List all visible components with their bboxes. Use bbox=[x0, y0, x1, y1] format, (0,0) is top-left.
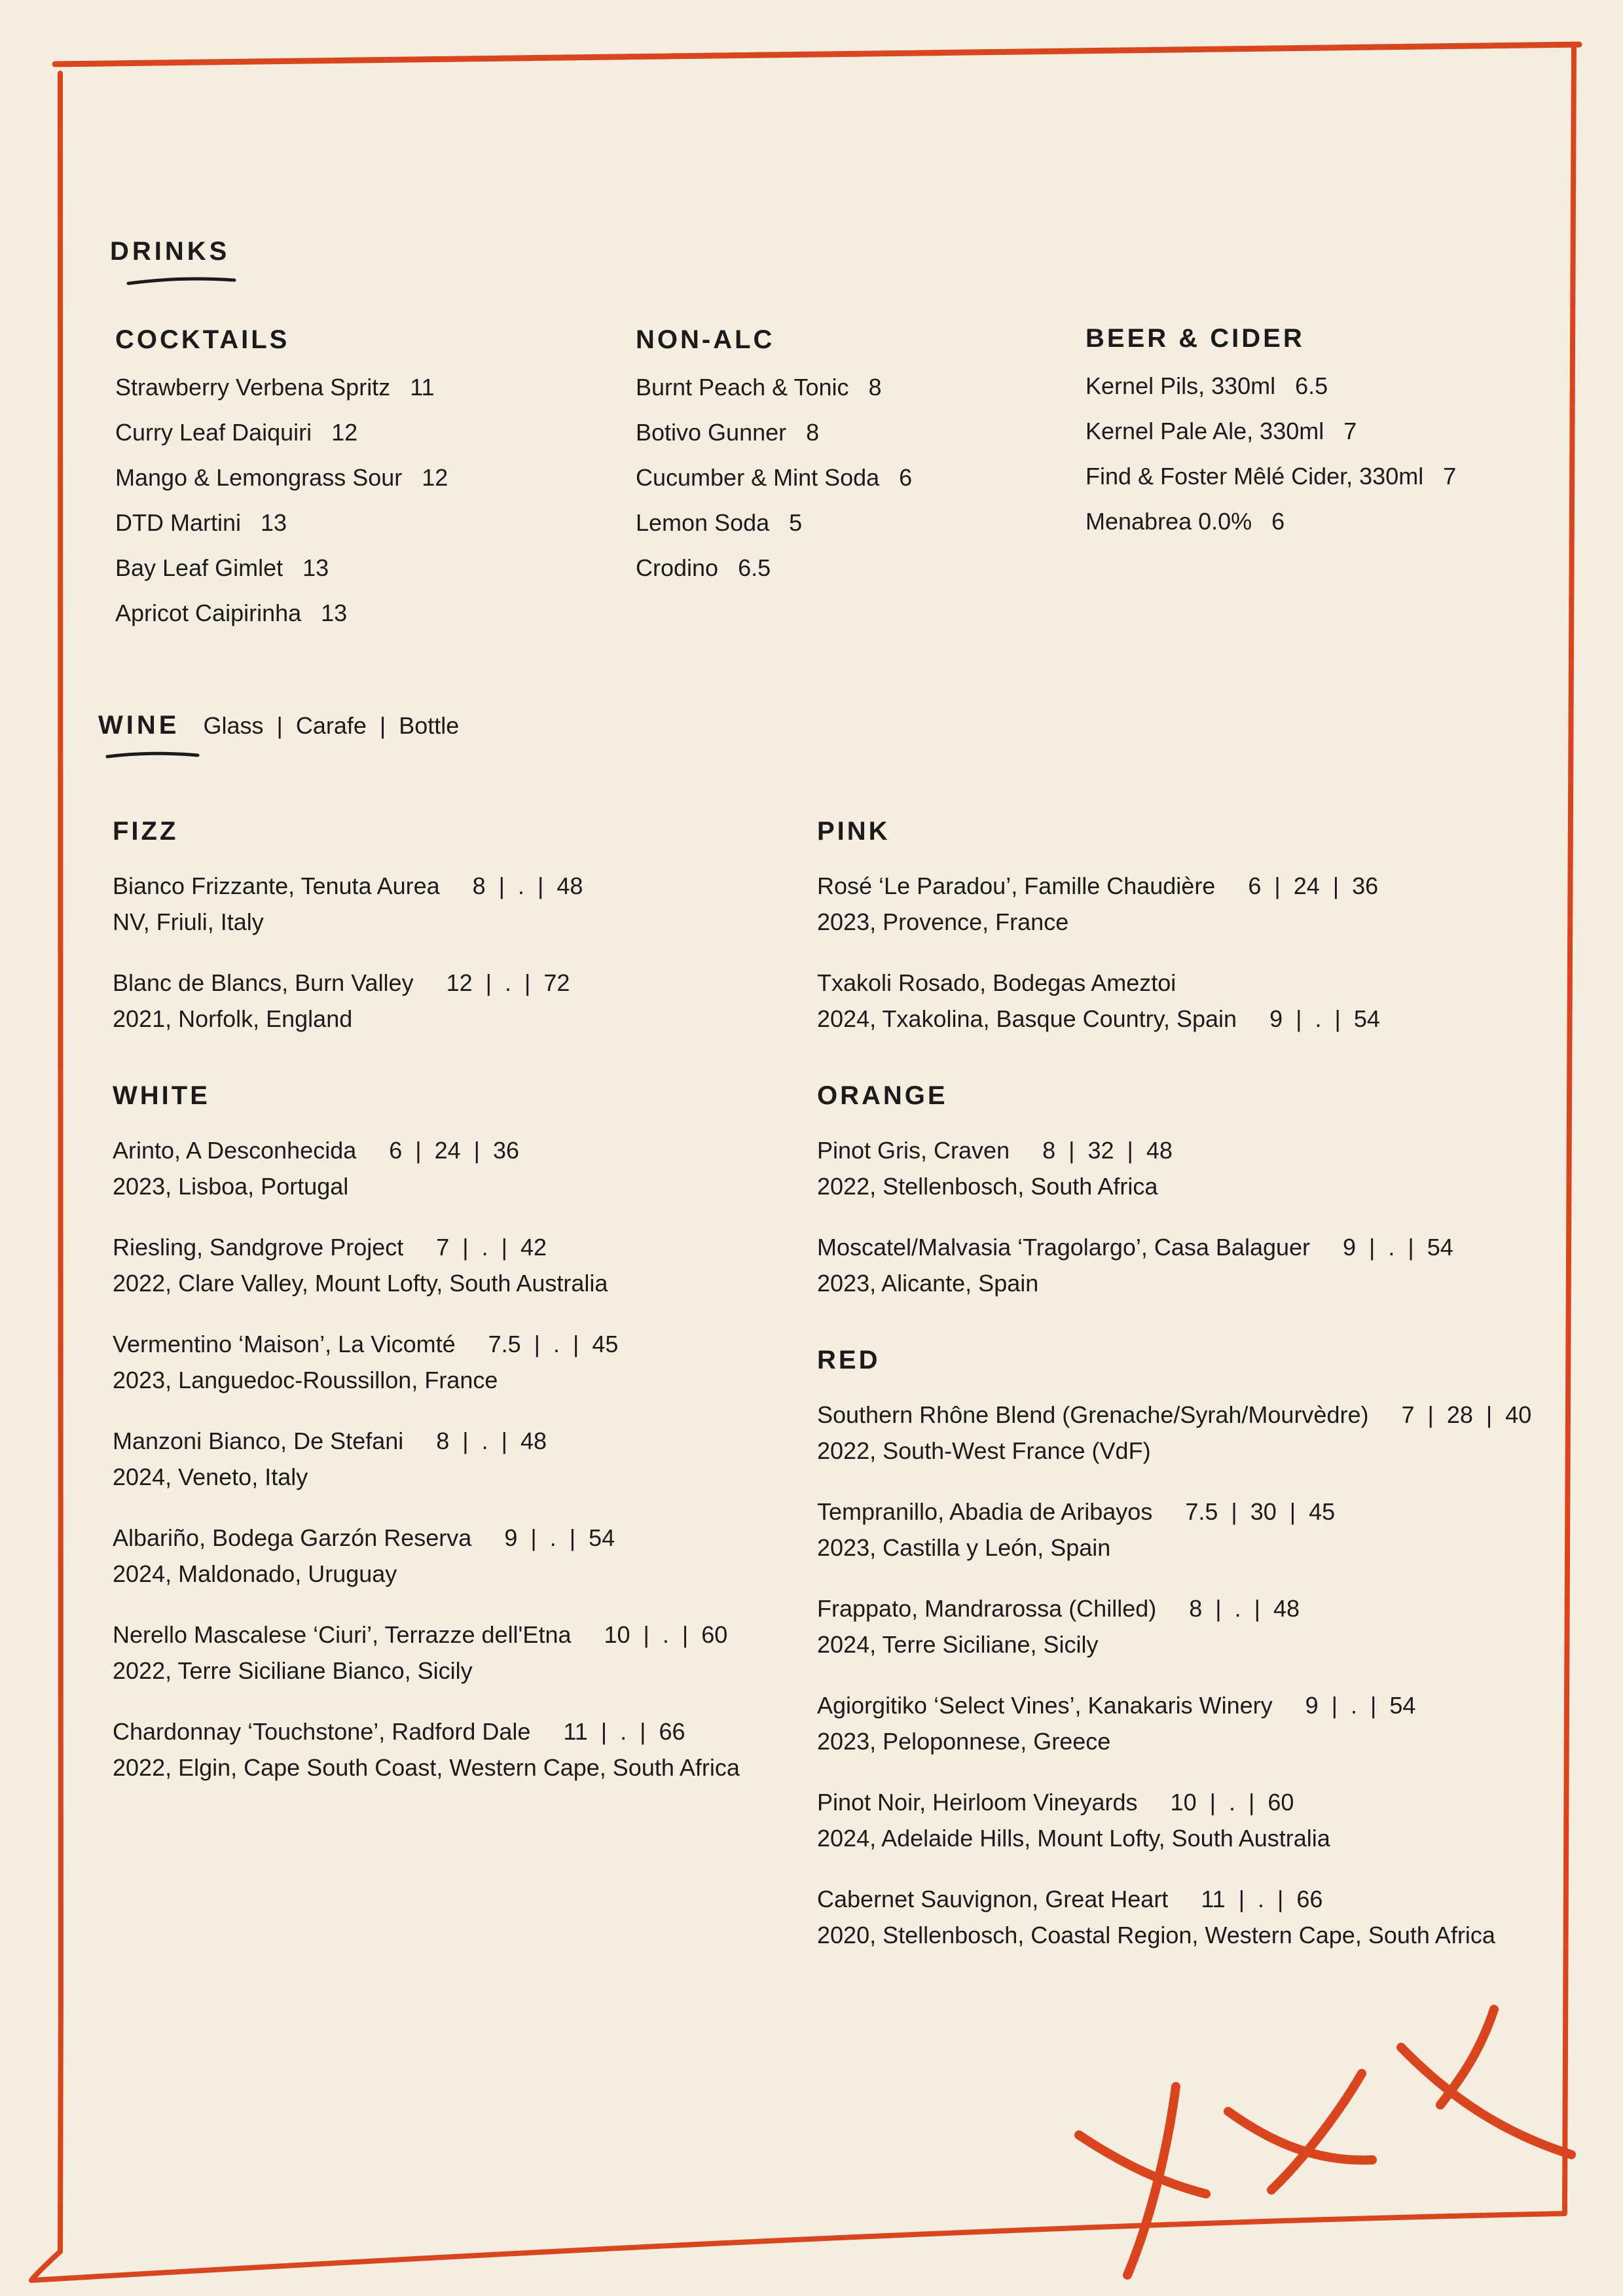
wine-item bbox=[817, 965, 1557, 1037]
drink-price: 13 bbox=[302, 554, 329, 581]
non-alc-column bbox=[636, 327, 912, 581]
drink-name: Curry Leaf Daiquiri bbox=[115, 419, 312, 446]
orange-section bbox=[817, 1083, 1557, 1301]
drink-name: Lemon Soda bbox=[636, 509, 770, 536]
wine-name-price: Riesling, Sandgrove Project 7 | . | 42 bbox=[113, 1234, 547, 1261]
drink-name: Strawberry Verbena Spritz bbox=[115, 374, 391, 401]
wine-origin: 2022, Clare Valley, Mount Lofty, South Australia bbox=[113, 1270, 608, 1297]
drink-name: DTD Martini bbox=[115, 509, 242, 536]
kiss-x-2a bbox=[1228, 2111, 1372, 2160]
cocktails-heading: COCKTAILS bbox=[115, 325, 290, 354]
pink-heading: PINK bbox=[817, 817, 890, 846]
wine-item bbox=[817, 1229, 1557, 1301]
wine-name-price: Frappato, Mandrarossa (Chilled) 8 | . | 48 bbox=[817, 1595, 1300, 1622]
wine-name-price: Tempranillo, Abadia de Aribayos 7.5 | 30 | 45 bbox=[817, 1498, 1336, 1525]
wine-name-price: Manzoni Bianco, De Stefani 8 | . | 48 bbox=[113, 1427, 547, 1454]
wine-item bbox=[817, 1590, 1557, 1662]
wine-item bbox=[113, 1423, 820, 1495]
wine-origin: 2023, Peloponnese, Greece bbox=[817, 1728, 1111, 1755]
wine-name-price: Moscatel/Malvasia ‘Tragolargo’, Casa Balaguer 9 | . | 54 bbox=[817, 1234, 1453, 1261]
wine-header bbox=[98, 711, 459, 740]
drink-price: 12 bbox=[422, 464, 448, 491]
drink-item bbox=[115, 420, 448, 445]
wine-item bbox=[817, 1784, 1557, 1856]
wine-serving-sizes: Glass | Carafe | Bottle bbox=[203, 712, 460, 739]
fizz-section bbox=[113, 818, 820, 1037]
wine-item bbox=[817, 1494, 1557, 1566]
drink-name: Menabrea 0.0% bbox=[1085, 508, 1252, 535]
drink-price: 5 bbox=[789, 509, 803, 536]
section-gap bbox=[113, 1037, 820, 1083]
drink-name: Crodino bbox=[636, 554, 719, 581]
wine-name-price: Pinot Noir, Heirloom Vineyards 10 | . | 60 bbox=[817, 1789, 1294, 1816]
border-left bbox=[60, 73, 62, 2251]
drink-item bbox=[636, 465, 912, 490]
drink-item bbox=[1085, 419, 1456, 444]
kiss-x-1a bbox=[1079, 2135, 1206, 2194]
beer-cider-column bbox=[1085, 325, 1456, 534]
wine-name-price: Pinot Gris, Craven 8 | 32 | 48 bbox=[817, 1137, 1173, 1164]
wine-underline bbox=[107, 753, 198, 757]
drink-item bbox=[636, 511, 912, 535]
wine-origin: 2023, Lisboa, Portugal bbox=[113, 1173, 349, 1200]
drink-price: 11 bbox=[410, 374, 435, 401]
wine-origin: 2022, South-West France (VdF) bbox=[817, 1437, 1151, 1464]
wine-item bbox=[113, 1520, 820, 1592]
drink-item bbox=[115, 465, 448, 490]
drink-price: 7 bbox=[1443, 463, 1457, 490]
wine-title: WINE bbox=[98, 711, 180, 740]
red-section bbox=[817, 1347, 1557, 1953]
wine-origin: 2021, Norfolk, England bbox=[113, 1005, 353, 1032]
drink-item bbox=[636, 556, 912, 581]
wine-item bbox=[817, 1397, 1557, 1469]
border-bottom bbox=[31, 2214, 1565, 2280]
wine-origin: 2023, Languedoc-Roussillon, France bbox=[113, 1367, 498, 1393]
wine-item bbox=[817, 1687, 1557, 1759]
non-alc-heading: NON-ALC bbox=[636, 325, 775, 354]
wine-item bbox=[113, 1326, 820, 1398]
drink-name: Botivo Gunner bbox=[636, 419, 787, 446]
drink-name: Burnt Peach & Tonic bbox=[636, 374, 849, 401]
wine-item bbox=[113, 1132, 820, 1204]
fizz-heading: FIZZ bbox=[113, 817, 179, 846]
drink-price: 6 bbox=[899, 464, 913, 491]
wine-name-price: Rosé ‘Le Paradou’, Famille Chaudière 6 | 24 | 36 bbox=[817, 872, 1379, 899]
drink-item bbox=[636, 420, 912, 445]
section-gap bbox=[817, 1037, 1557, 1083]
kiss-x-3b bbox=[1440, 2009, 1494, 2105]
drink-price: 12 bbox=[331, 419, 358, 446]
drink-price: 6.5 bbox=[738, 554, 771, 581]
wine-item bbox=[113, 965, 820, 1037]
drink-price: 8 bbox=[868, 374, 882, 401]
kiss-x-3a bbox=[1401, 2047, 1571, 2155]
drinks-title: DRINKS bbox=[110, 237, 230, 266]
drink-item bbox=[1085, 509, 1456, 534]
red-heading: RED bbox=[817, 1346, 881, 1374]
pink-section bbox=[817, 818, 1557, 1037]
wine-origin: 2024, Maldonado, Uruguay bbox=[113, 1560, 397, 1587]
drink-item bbox=[1085, 374, 1456, 399]
drink-name: Find & Foster Mêlé Cider, 330ml bbox=[1085, 463, 1424, 490]
drink-price: 6.5 bbox=[1295, 372, 1328, 399]
wine-origin: 2024, Terre Siciliane, Sicily bbox=[817, 1631, 1099, 1658]
cocktails-column bbox=[115, 327, 448, 626]
drink-price: 7 bbox=[1343, 418, 1357, 444]
wine-name-price: Arinto, A Desconhecida 6 | 24 | 36 bbox=[113, 1137, 520, 1164]
wine-right-column bbox=[817, 818, 1557, 1953]
wine-origin: 2022, Elgin, Cape South Coast, Western Cape, South Africa bbox=[113, 1754, 740, 1781]
wine-item bbox=[113, 1229, 820, 1301]
drink-price: 13 bbox=[321, 600, 348, 626]
wine-name-price: Albariño, Bodega Garzón Reserva 9 | . | 54 bbox=[113, 1524, 615, 1551]
drink-item bbox=[115, 601, 448, 626]
drink-name: Bay Leaf Gimlet bbox=[115, 554, 283, 581]
wine-origin: NV, Friuli, Italy bbox=[113, 908, 264, 935]
drink-item bbox=[636, 375, 912, 400]
drink-name: Cucumber & Mint Soda bbox=[636, 464, 880, 491]
drink-item bbox=[1085, 464, 1456, 489]
wine-name-price: Vermentino ‘Maison’, La Vicomté 7.5 | . | 45 bbox=[113, 1331, 619, 1357]
wine-name-price: Blanc de Blancs, Burn Valley 12 | . | 72 bbox=[113, 969, 570, 996]
wine-name-price: Cabernet Sauvignon, Great Heart 11 | . | 66 bbox=[817, 1886, 1323, 1912]
wine-origin: 2024, Veneto, Italy bbox=[113, 1463, 308, 1490]
wine-name-price: Agiorgitiko ‘Select Vines’, Kanakaris Winery 9 | . | 54 bbox=[817, 1692, 1416, 1719]
drink-price: 6 bbox=[1271, 508, 1285, 535]
white-heading: WHITE bbox=[113, 1081, 210, 1110]
wine-origin: 2023, Provence, France bbox=[817, 908, 1069, 935]
wine-item bbox=[817, 868, 1557, 940]
wine-origin: 2022, Terre Siciliane Bianco, Sicily bbox=[113, 1657, 473, 1684]
section-gap bbox=[817, 1301, 1557, 1347]
border-top bbox=[55, 45, 1579, 64]
wine-item bbox=[113, 868, 820, 940]
wine-origin: 2023, Alicante, Spain bbox=[817, 1270, 1039, 1297]
wine-origin-price: 2024, Txakolina, Basque Country, Spain 9 | . | 54 bbox=[817, 1005, 1380, 1032]
white-section bbox=[113, 1083, 820, 1785]
wine-origin: 2020, Stellenbosch, Coastal Region, Western Cape, South Africa bbox=[817, 1922, 1495, 1948]
drink-item bbox=[115, 375, 448, 400]
drink-name: Kernel Pale Ale, 330ml bbox=[1085, 418, 1324, 444]
drink-item bbox=[115, 556, 448, 581]
kiss-x-2b bbox=[1271, 2073, 1362, 2190]
wine-origin: 2022, Stellenbosch, South Africa bbox=[817, 1173, 1158, 1200]
wine-name-price: Nerello Mascalese ‘Ciuri’, Terrazze dell'Etna 10 | . | 60 bbox=[113, 1621, 728, 1648]
wine-origin: 2024, Adelaide Hills, Mount Lofty, South Australia bbox=[817, 1825, 1330, 1852]
drink-name: Mango & Lemongrass Sour bbox=[115, 464, 403, 491]
wine-origin: 2023, Castilla y León, Spain bbox=[817, 1534, 1111, 1561]
wine-name-price: Bianco Frizzante, Tenuta Aurea 8 | . | 48 bbox=[113, 872, 583, 899]
border-right bbox=[1565, 47, 1574, 2212]
wine-left-column bbox=[113, 818, 820, 1785]
orange-heading: ORANGE bbox=[817, 1081, 948, 1110]
wine-name-price: Chardonnay ‘Touchstone’, Radford Dale 11 | . | 66 bbox=[113, 1718, 685, 1745]
wine-name: Txakoli Rosado, Bodegas Ameztoi bbox=[817, 969, 1176, 996]
drink-price: 13 bbox=[261, 509, 287, 536]
drink-item bbox=[115, 511, 448, 535]
drink-price: 8 bbox=[806, 419, 820, 446]
drink-name: Kernel Pils, 330ml bbox=[1085, 372, 1276, 399]
drink-name: Apricot Caipirinha bbox=[115, 600, 302, 626]
wine-item bbox=[817, 1881, 1557, 1953]
wine-item bbox=[113, 1617, 820, 1689]
wine-item bbox=[113, 1713, 820, 1785]
kiss-x-1b bbox=[1127, 2087, 1176, 2275]
wine-name-price: Southern Rhône Blend (Grenache/Syrah/Mourvèdre) 7 | 28 | 40 bbox=[817, 1401, 1532, 1428]
drinks-underline bbox=[128, 279, 234, 283]
wine-item bbox=[817, 1132, 1557, 1204]
beer-cider-heading: BEER & CIDER bbox=[1085, 324, 1305, 353]
